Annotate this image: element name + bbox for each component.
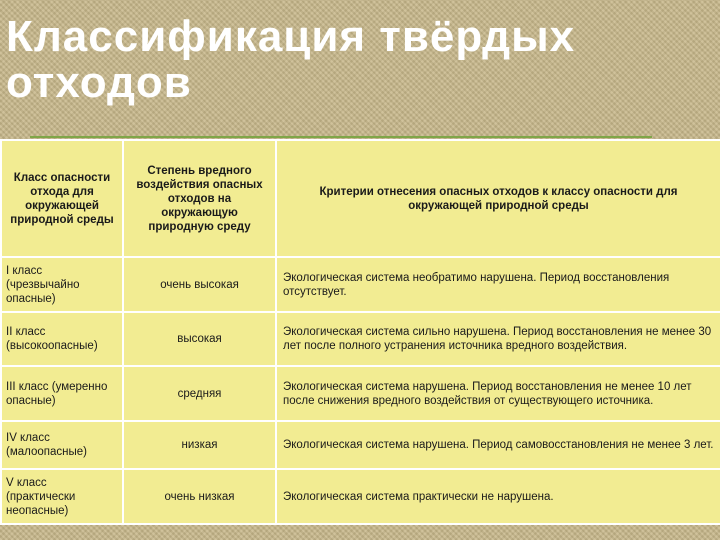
header-criteria: Критерии отнесения опасных отходов к классу опасности для окружающей природной среды — [276, 140, 720, 257]
cell-criteria: Экологическая система необратимо нарушена. Период восстановления отсутствует. — [276, 257, 720, 312]
table-row — [1, 469, 720, 524]
cell-criteria: Экологическая система сильно нарушена. Период восстановления не менее 30 лет после полного устранения источника вредного воздействия. — [276, 312, 720, 366]
cell-hazard-class: II класс (высокоопасные) — [1, 312, 123, 366]
cell-criteria: Экологическая система практически не нарушена. — [276, 469, 720, 524]
cell-hazard-class: III класс (умеренно опасные) — [1, 366, 123, 421]
cell-criteria: Экологическая система нарушена. Период восстановления не менее 10 лет после снижения вредного воздействия от существующего источника. — [276, 366, 720, 421]
cell-impact-degree: высокая — [123, 312, 276, 366]
slide-title: Классификация твёрдых отходов — [6, 12, 576, 107]
table-row — [1, 257, 720, 312]
table-row — [1, 421, 720, 469]
table-row — [1, 312, 720, 366]
cell-hazard-class: IV класс (малоопасные) — [1, 421, 123, 469]
table-row — [1, 366, 720, 421]
background-strip — [0, 523, 720, 540]
header-impact-degree: Степень вредного воздействия опасных отходов на окружающую природную среду — [123, 140, 276, 257]
title-divider — [30, 136, 652, 138]
header-hazard-class: Класс опасности отхода для окружающей природной среды — [1, 140, 123, 257]
cell-hazard-class: I класс (чрезвычайно опасные) — [1, 257, 123, 312]
cell-impact-degree: средняя — [123, 366, 276, 421]
hazard-class-table-container — [0, 139, 720, 523]
cell-criteria: Экологическая система нарушена. Период самовосстановления не менее 3 лет. — [276, 421, 720, 469]
cell-impact-degree: очень высокая — [123, 257, 276, 312]
cell-hazard-class: V класс (практически неопасные) — [1, 469, 123, 524]
hazard-class-table — [0, 139, 720, 525]
cell-impact-degree: низкая — [123, 421, 276, 469]
cell-impact-degree: очень низкая — [123, 469, 276, 524]
table-header-row — [1, 140, 720, 257]
